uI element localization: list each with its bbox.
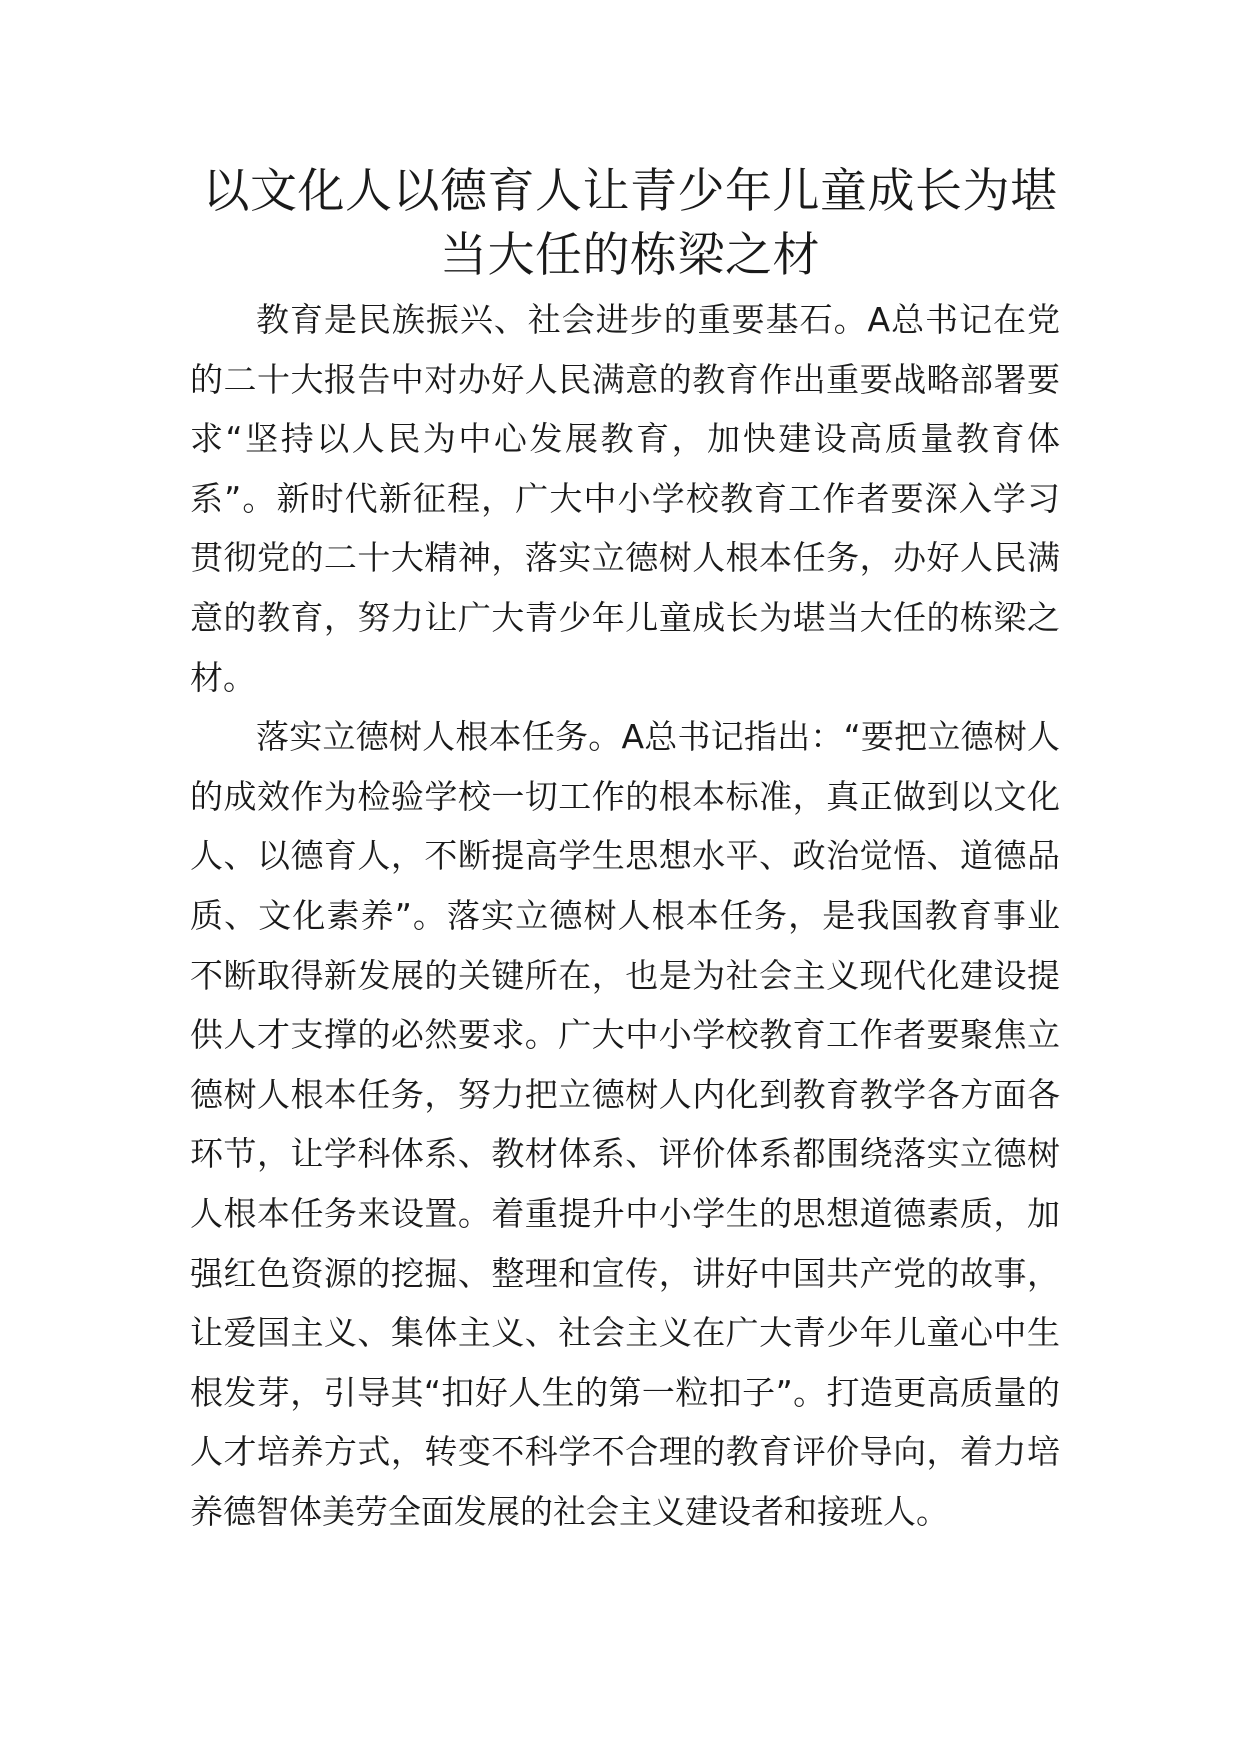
paragraph-lide-shuren: 落实立德树人根本任务。A总书记指出：“要把立德树人的成效作为检验学校一切工作的根本标准，真正做到以文化人、以德育人，不断提高学生思想水平、政治觉悟、道德品质、文化素养”。落实立德树人根本任务，是我国教育事业不断取得新发展的关键所在，也是为社会主义现代化建设提供人才支撑的必然要求。广大中小学校教育工作者要聚焦立德树人根本任务，努力把立德树人内化到教育教学各方面各环节，让学科体系、教材体系、评价体系都围绕落实立德树人根本任务来设置。着重提升中小学生的思想道德素质，加强红色资源的挖掘、整理和宣传，讲好中国共产党的故事，让爱国主义、集体主义、社会主义在广大青少年儿童心中生根发芽，引导其“扣好人生的第一粒扣子”。打造更高质量的人才培养方式，转变不科学不合理的教育评价导向，着力培养德智体美劳全面发展的社会主义建设者和接班人。 xyxy=(190,717,1060,1531)
document-body xyxy=(190,290,1060,1541)
paragraph-intro: 教育是民族振兴、社会进步的重要基石。A总书记在党的二十大报告中对办好人民满意的教育作出重要战略部署要求“坚持以人民为中心发展教育，加快建设高质量教育体系”。新时代新征程，广大中小学校教育工作者要深入学习贯彻党的二十大精神，落实立德树人根本任务，办好人民满意的教育，努力让广大青少年儿童成长为堪当大任的栋梁之材。 xyxy=(190,300,1060,697)
document-title: 以文化人以德育人让青少年儿童成长为堪当大任的栋梁之材 xyxy=(202,164,1058,283)
